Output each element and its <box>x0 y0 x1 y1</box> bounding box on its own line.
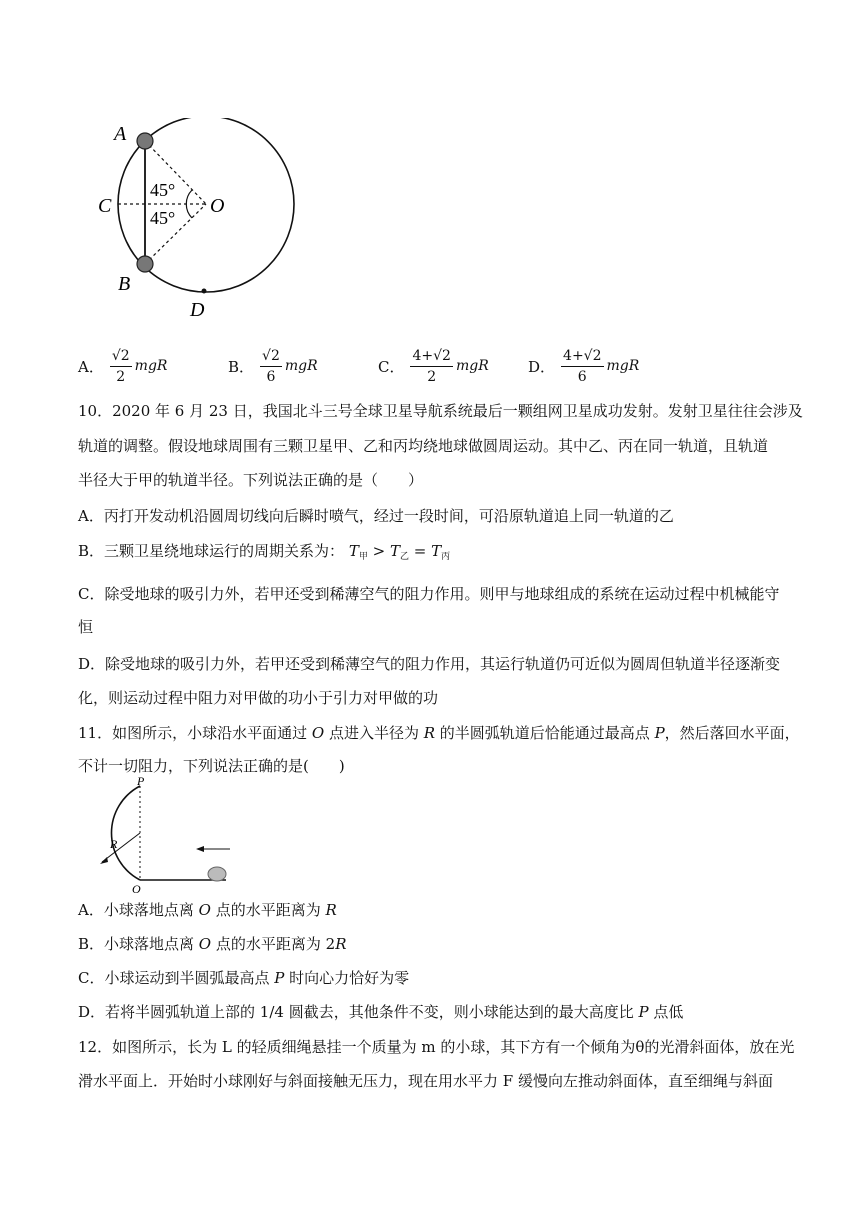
q10-stem-line-2: 轨道的调整。假设地球周围有三颗卫星甲、乙和丙均绕地球做圆周运动。其中乙、丙在同一轨道，且轨道 <box>78 437 769 455</box>
q10-option-d-line-1: D．除受地球的吸引力外，若甲还受到稀薄空气的阻力作用，其运行轨道仍可近似为圆周但轨道半径逐渐变 <box>78 655 781 673</box>
q10-option-c-line-2: 恒 <box>78 618 94 636</box>
q12-stem-line-1: 12．如图所示，长为 L 的轻质细绳悬挂一个质量为 m 的小球，其下方有一个倾角为θ的光滑斜面体，放在光 <box>78 1038 795 1056</box>
q10-option-d-line-2: 化，则运动过程中阻力对甲做的功小于引力对甲做的功 <box>78 689 439 707</box>
q11-option-c: C．小球运动到半圆弧最高点 P 时向心力恰好为零 <box>78 969 410 987</box>
q12-stem-line-2: 滑水平面上．开始时小球刚好与斜面接触无压力，现在用水平力 F 缓慢向左推动斜面体，直至细绳与斜面 <box>78 1072 773 1090</box>
ball-a <box>137 133 153 149</box>
q10-option-b: B．三颗卫星绕地球运行的周期关系为： $T_甲 > T_乙 = T_丙$ <box>78 542 451 562</box>
semicircle-figure <box>80 776 240 894</box>
q9-options <box>78 342 718 390</box>
circle-figure <box>92 118 312 323</box>
q11-option-d: D．若将半圆弧轨道上部的 1/4 圆截去，其他条件不变，则小球能达到的最大高度比 P 点低 <box>78 1003 684 1021</box>
angle-bottom-label: 45° <box>150 208 176 228</box>
point-d <box>202 289 207 294</box>
q11-stem-line-1: 11．如图所示，小球沿水平面通过 O 点进入半径为 R 的半圆弧轨道后恰能通过最高点 P，然后落回水平面， <box>78 724 800 742</box>
label-o: O <box>210 195 225 217</box>
velocity-arrowhead <box>196 846 204 852</box>
radius-arrowhead <box>100 857 108 864</box>
radius-line <box>102 833 140 862</box>
ball <box>208 867 226 881</box>
q10-stem-line-1: 10．2020 年 6 月 23 日，我国北斗三号全球卫星导航系统最后一颗组网卫星成功发射。发射卫星往往会涉及 <box>78 402 803 420</box>
label-o: O <box>132 882 141 894</box>
q9-option-d: D． $\frac{4+√2}{6}$ mgR <box>528 347 640 385</box>
q11-option-a: A．小球落地点离 O 点的水平距离为 R <box>78 901 337 919</box>
q10-option-a: A．丙打开发动机沿圆周切线向后瞬时喷气，经过一段时间，可沿原轨道追上同一轨道的乙 <box>78 507 674 525</box>
label-p: P <box>137 776 145 788</box>
label-b: B <box>118 273 131 295</box>
label-r: R <box>110 837 118 851</box>
semicircle-track <box>111 786 140 880</box>
q9-option-b: B． $\frac{√2}{6}$ mgR <box>228 347 318 385</box>
label-a: A <box>114 123 127 145</box>
angle-top-label: 45° <box>150 180 176 200</box>
q9-option-a: A． $\frac{√2}{2}$ mgR <box>78 347 168 385</box>
label-d: D <box>190 299 205 321</box>
q9-option-c: C． $\frac{4+√2}{2}$ mgR <box>378 347 489 385</box>
q11-option-b: B．小球落地点离 O 点的水平距离为 2R <box>78 935 347 953</box>
ball-b <box>137 256 153 272</box>
formula-t1: T <box>348 542 359 560</box>
q10-option-c-line-1: C．除受地球的吸引力外，若甲还受到稀薄空气的阻力作用。则甲与地球组成的系统在运动过程中机械能守 <box>78 585 780 603</box>
q10-stem-line-3: 半径大于甲的轨道半径。下列说法正确的是（ ） <box>78 471 424 489</box>
q11-stem-line-2: 不计一切阻力，下列说法正确的是( ) <box>78 757 345 775</box>
label-c: C <box>98 195 112 217</box>
